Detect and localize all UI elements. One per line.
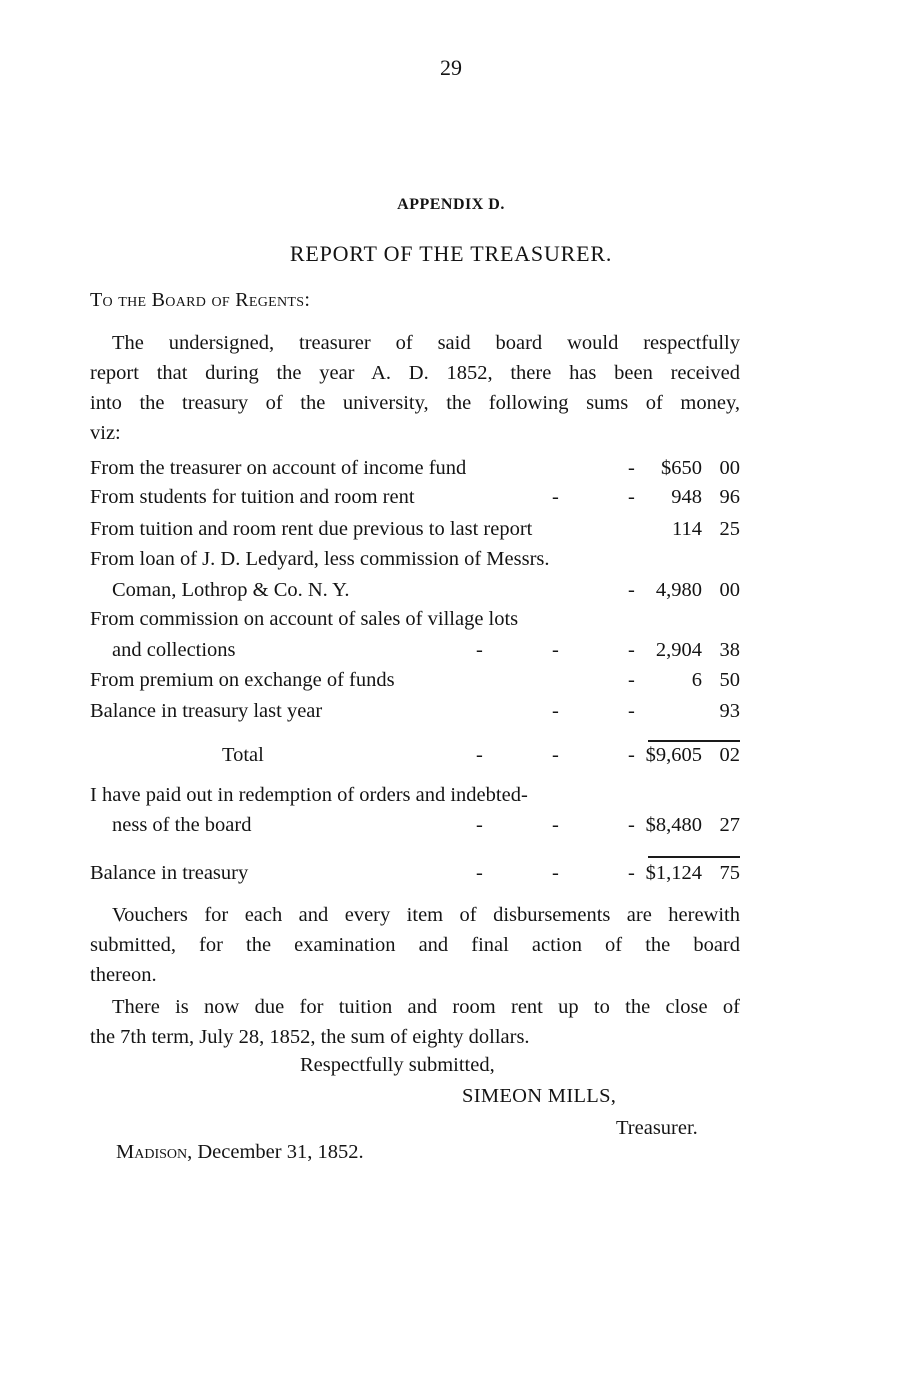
entry-label: Coman, Lothrop & Co. N. Y.	[112, 579, 350, 601]
total-rule	[648, 740, 740, 742]
intro-line: The undersigned, treasurer of said board would respectfully	[112, 332, 740, 354]
leader-dash: -	[552, 700, 559, 722]
leader-dash: -	[552, 814, 559, 836]
amount-cents: 00	[719, 457, 740, 479]
amount-cents: 02	[719, 744, 740, 766]
receipt-row	[90, 486, 740, 516]
amount-dollars: 2,904	[655, 639, 702, 661]
amount-dollars: $8,480	[645, 814, 702, 836]
signer-title: Treasurer.	[616, 1117, 698, 1139]
entry-label: ness of the board	[112, 814, 252, 836]
leader-dash: -	[552, 862, 559, 884]
leader-dash: -	[628, 700, 635, 722]
salutation: To the Board of Regents:	[90, 289, 311, 311]
receipt-row	[90, 669, 740, 699]
leader-dash: -	[628, 744, 635, 766]
leader-dash: -	[552, 486, 559, 508]
amount-cents: 27	[719, 814, 740, 836]
leader-dash: -	[628, 579, 635, 601]
entry-label: From students for tuition and room rent	[90, 486, 415, 508]
vouchers-line: submitted, for the examination and final action of the board	[90, 934, 740, 956]
amount-dollars: 114	[672, 518, 702, 540]
leader-dash: -	[476, 639, 483, 661]
intro-line: viz:	[90, 422, 121, 444]
leader-dash: -	[476, 744, 483, 766]
due-line: There is now due for tuition and room rent up to the close of	[112, 996, 740, 1018]
receipt-row	[90, 548, 740, 578]
amount-cents: 50	[719, 669, 740, 691]
vouchers-paragraph	[90, 900, 740, 990]
receipt-row	[90, 700, 740, 730]
total-row	[90, 744, 740, 774]
leader-dash: -	[628, 639, 635, 661]
intro-paragraph	[90, 328, 740, 448]
date: December 31, 1852.	[197, 1141, 364, 1163]
due-line: the 7th term, July 28, 1852, the sum of eighty dollars.	[90, 1026, 530, 1048]
signer-name: SIMEON MILLS,	[462, 1085, 617, 1107]
appendix-heading: APPENDIX D.	[397, 196, 505, 213]
balance-rule	[648, 856, 740, 858]
due-paragraph	[90, 992, 740, 1052]
leader-dash: -	[628, 457, 635, 479]
leader-dash: -	[552, 639, 559, 661]
leader-dash: -	[628, 669, 635, 691]
dateline	[116, 1141, 364, 1164]
entry-label: and collections	[112, 639, 236, 661]
entry-label: From loan of J. D. Ledyard, less commission of Messrs.	[90, 548, 550, 570]
entry-label: From the treasurer on account of income fund	[90, 457, 467, 479]
amount-cents: 00	[719, 579, 740, 601]
amount-cents: 25	[719, 518, 740, 540]
entry-label: From commission on account of sales of village lots	[90, 608, 519, 630]
vouchers-line: thereon.	[90, 964, 157, 986]
amount-cents: 38	[719, 639, 740, 661]
page-number: 29	[440, 55, 462, 80]
entry-label: Balance in treasury last year	[90, 700, 323, 722]
amount-cents: 96	[719, 486, 740, 508]
leader-dash: -	[628, 862, 635, 884]
leader-dash: -	[552, 744, 559, 766]
amount-dollars: $9,605	[645, 744, 702, 766]
amount-dollars: 948	[671, 486, 702, 508]
entry-label: Balance in treasury	[90, 862, 249, 884]
amount-dollars: $650	[661, 457, 702, 479]
report-title: REPORT OF THE TREASURER.	[289, 241, 613, 266]
entry-label: From premium on exchange of funds	[90, 669, 395, 691]
amount-cents: 75	[719, 862, 740, 884]
leader-dash: -	[628, 814, 635, 836]
leader-dash: -	[628, 486, 635, 508]
payment-row	[90, 784, 740, 814]
amount-dollars: $1,124	[645, 862, 702, 884]
closing: Respectfully submitted,	[300, 1054, 495, 1076]
entry-label: From tuition and room rent due previous to last report	[90, 518, 533, 540]
amount-dollars: 4,980	[655, 579, 702, 601]
place: Madison,	[116, 1141, 193, 1163]
balance-row	[90, 862, 740, 892]
payment-row	[90, 814, 740, 844]
vouchers-line: Vouchers for each and every item of disbursements are herewith	[112, 904, 740, 926]
entry-label: Total	[222, 744, 264, 766]
receipt-row	[90, 608, 740, 638]
amount-dollars: 6	[691, 669, 702, 691]
amount-cents: 93	[719, 700, 740, 722]
leader-dash: -	[476, 862, 483, 884]
receipt-row	[90, 457, 740, 487]
entry-label: I have paid out in redemption of orders and indebted-	[90, 784, 528, 806]
receipt-row	[90, 518, 740, 548]
intro-line: into the treasury of the university, the following sums of money,	[90, 392, 740, 414]
intro-line: report that during the year A. D. 1852, there has been received	[90, 362, 740, 384]
leader-dash: -	[476, 814, 483, 836]
receipt-row	[90, 579, 740, 609]
receipt-row	[90, 639, 740, 669]
